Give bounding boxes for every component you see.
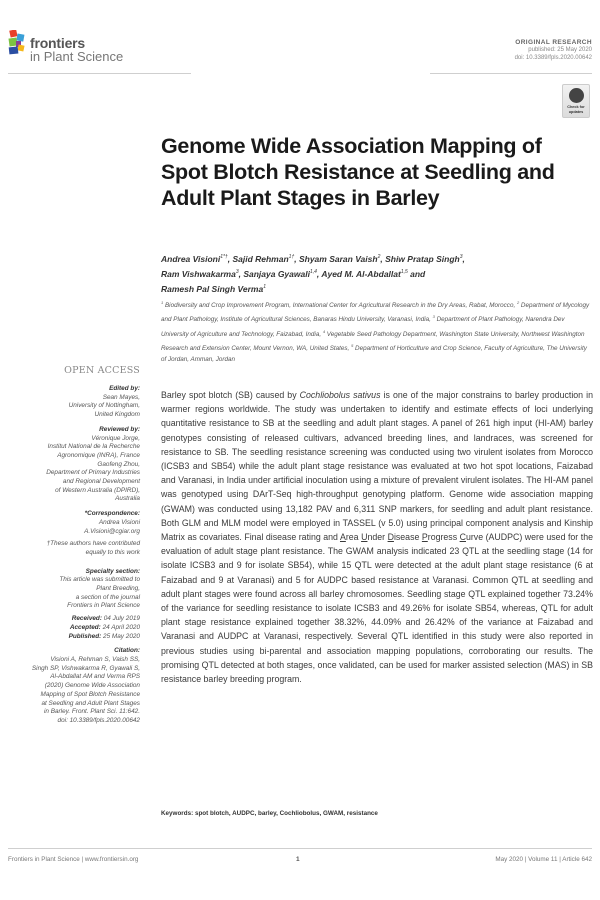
keywords: Keywords: spot blotch, AUDPC, barley, Cochliobolus, GWAM, resistance [161,810,378,817]
affiliation-text: Department of Plant Pathology, Narendra Dev University of Agriculture and Technology, Faizabad, India, [161,316,565,338]
affiliation-number: 5 [351,342,354,348]
sidebar-line: Institut National de la Recherche [47,443,140,451]
author-affiliation-marker: 3 [235,268,239,275]
abstract-text-2: is one of the major constrains to barley production in warmer regions worldwide. The study was undertaken to identify and estimate effects of loci underlying quantitative resistance to SB at the seedling and adult plant stages. A panel of 261 high input (HI-AM) barley genotypes consisting of released cultivars, advanced breeding lines, and landraces, was screened for resistance to SB. The seedling resistance screening was conducted using two virulent isolates from Morocco (ICSB3 and SB54) while the adult plant stage resistance was evaluated at two hot spot locations, Faizabad and Varanasi, in India under artificial inoculation using a mixture of prevalent virulent isolates. The HI-AM panel was genotyped using DArT-Seq high-throughput genotyping platform. Genome wide association mapping (GWAM) was conducted using 13,182 PAV and 6,311 SNP markers, for seedling and adult plant resistance. Both GLM and MLM model were employed in TASSEL (v 5.0) using principal component analysis and Kinship Matrix as covariates. Final disease rating and [161,390,593,543]
abstract-word: urve [465,532,484,543]
abstract [161,388,593,686]
reviewer-info [6,435,140,505]
specialty-section-label: Specialty section: [85,567,140,575]
acronym-letter: C [459,532,466,543]
author-name[interactable]: Shiw Pratap Singh [385,253,460,264]
sidebar-line: a section of the journal [75,593,140,601]
affiliation-number: 4 [322,328,326,334]
author-list: Andrea Visioni$^{1*\dagger}$, Sajid Rehman$^{1\dagger}$, Shyam Saran Vaish$^2$, Shiw Pratap Singh$^3$, Ram Vishwakarma$^3$, Sanjaya Gyawali$^{1,4}$, Ayed M. Al-Abdallat$^{1,5}$ and Ramesh Pal Singh Verma$^1$ [161,253,465,294]
correspondence-label: *Correspondence: [84,510,140,518]
published-date-sidebar [6,633,140,642]
sidebar-line: †These authors have contributed [46,540,140,548]
sidebar-line: Al-Abdallat AM and Verma RPS [50,673,140,681]
sidebar-line: United Kingdom [94,411,140,419]
acronym-letter: P [421,532,428,543]
accepted-value: 24 April 2020 [100,623,140,631]
author-name[interactable]: Sanjaya Gyawali [243,268,310,279]
sidebar-line: equally to this work [85,548,140,556]
article-title: Genome Wide Association Mapping of Spot Blotch Resistance at Seedling and Adult Plant Stages in Barley [161,134,555,210]
specialty-section-info [6,576,140,611]
sidebar-line: Frontiers in Plant Science [67,602,140,610]
sidebar-line: and Regional Development [62,478,140,486]
affiliation-number: 2 [516,300,520,305]
sidebar-line: Department of Primary Industries [46,469,140,477]
sidebar-line: Australia [115,495,140,503]
abstract-word: isease [393,532,422,543]
equal-contribution-note [6,540,140,557]
logo-square-navy [9,46,19,54]
accepted-label: Accepted: [69,623,101,631]
abstract-word: rogress [427,532,460,543]
footer-issue-info: May 2020 | Volume 11 | Article 642 [495,856,592,863]
received-label: Received: [71,615,102,623]
check-updates-label: Check for updates [567,105,585,114]
footer-divider [8,848,592,849]
affiliation-text: Vegetable Seed Pathology Department, Washington State University, Northwest Washington Research and Extension Center, Mount Vernon, WA, United States, [161,330,585,352]
header-divider-left [8,73,191,74]
footer-journal-link[interactable]: Frontiers in Plant Science | www.frontiersin.org [8,856,139,863]
sidebar-line: (2020) Genome Wide Association [44,682,140,690]
author-affiliation-marker: 1,4 [309,268,317,275]
acronym-letter: A [339,532,346,543]
author-name[interactable]: Sajid Rehman [232,253,289,264]
author-affiliation-marker: 1† [288,254,295,260]
sidebar-line: Plant Breeding, [96,585,140,593]
accepted-date [6,624,140,633]
journal-logo[interactable] [8,30,188,66]
sidebar-line: Andrea Visioni [98,518,140,526]
abstract-word: nder [367,532,388,543]
article-type: ORIGINAL RESEARCH [515,39,592,46]
citation-text [6,656,140,726]
header-divider-right [430,73,592,74]
affiliation-text: Biodiversity and Crop Improvement Program, International Center for Agricultural Research in the Dry Areas, Rabat, Morocco, [163,302,517,310]
sidebar-line: Singh SP, Vishwakarma R, Gyawali S, [31,664,140,672]
affiliation-text: Department of Mycology and Plant Pathology, Institute of Agricultural Sciences, Banaras Hindu University, Varanasi, India, [161,302,590,324]
page-number: 1 [296,856,300,863]
received-date [6,615,140,624]
sidebar-line: A.Visioni@cgiar.org [84,527,140,535]
sidebar-line: This article was submitted to [59,576,140,584]
sidebar-line: University of Nottingham, [68,402,140,410]
author-affiliation-marker: 1*† [220,254,228,260]
check-for-updates-button[interactable] [562,84,590,118]
acronym-letter: D [387,532,394,543]
author-name[interactable]: Shyam Saran Vaish [298,253,378,264]
author-name[interactable]: Ramesh Pal Singh Verma [161,283,264,294]
editor-info [6,394,140,420]
author-affiliation-marker: 1 [263,283,266,290]
author-name[interactable]: Andrea Visioni [161,253,221,264]
acronym-letter: U [361,532,368,543]
published-value: 25 May 2020 [101,632,140,640]
affiliation-text: Department of Horticulture and Crop Science, Faculty of Agriculture, The University of Jordan, Amman, Jordan [161,344,587,364]
sidebar-line: in Barley. Front. Plant Sci. 11:642. [43,708,140,716]
sidebar-line: Gaofeng Zhou, [97,460,140,468]
open-access-label: OPEN ACCESS [64,365,140,376]
journal-name-line1: frontiers [30,35,85,51]
received-value: 04 July 2019 [101,615,140,623]
sidebar-line: of Western Australia (DPIRD), [55,486,140,494]
author-name[interactable]: Ram Vishwakarma [161,268,236,279]
affiliation-number: 1 [161,300,164,305]
published-label: Published: [68,632,102,640]
journal-name-line2: in Plant Science [30,49,124,64]
sidebar-line: Sean Mayes, [102,393,140,401]
sidebar-line: doi: 10.3389/fpls.2020.00642 [57,716,140,724]
published-date: published: 25 May 2020 [528,47,592,53]
reviewed-by-label: Reviewed by: [99,425,140,433]
sidebar-line: Mapping of Spot Blotch Resistance [40,690,140,698]
sidebar-line: Visioni A, Rehman S, Vaish SS, [50,655,140,663]
sidebar-line: Véronique Jorge, [91,434,140,442]
affiliation-number: 3 [432,314,435,320]
correspondence-info[interactable] [6,519,140,536]
logo-square-yellow [17,44,24,51]
check-updates-icon [569,88,584,103]
logo-square-blue [16,34,24,42]
sidebar-line: Agronomique (INRA), France [57,451,140,459]
article-sidebar [6,385,140,726]
edited-by-label: Edited by: [109,385,140,392]
author-affiliation-marker: 1,5 [400,268,408,275]
frontiers-logo-icon [8,30,28,56]
abstract-text-3: (AUDPC) were used for the evaluation of adult stage plant resistance. The GWAM analysis indicated 23 QTL at the seedling stage (14 for isolate ICSB3 and 9 for isolate SB54), while 15 QTL were detected at the adult plant stage resistance (6 at Faizabad and 9 at Varanasi) and 5 for AUDPC based resistance at Varanasi. Common QTL at seedling and adult plant stages were found across all barley chromosomes. Seedling stage QTL explained together 73.24% of the variance for seedling resistance to isolate ICSB3 and 49.26% for isolate SB54, whereas, QTL for adult plant stage resistance explained together 38.32%, 44.09% and 26.42% of the variance at Faizabad and Varanasi and AUDPC at Varanasi, respectively. Several QTL identified in this study were also reported in previous studies using bi-parental and association mapping populations, corroborating our results. The promising QTL detected at both stages, once validated, can be used for marker assisted selection (MAS) in SB resistance barley breeding program. [161,532,593,685]
affiliations [161,297,593,365]
abstract-word: rea [345,532,362,543]
logo-square-red [9,30,17,38]
doi-link[interactable]: doi: 10.3389/fpls.2020.00642 [514,55,592,61]
abstract-text-1: Barley spot blotch (SB) caused by [161,390,300,400]
species-name: Cochliobolus sativus [299,390,381,400]
author-name[interactable]: Ayed M. Al-Abdallat [321,268,401,279]
author-affiliation-marker: 2 [377,254,381,260]
citation-label: Citation: [114,647,140,655]
author-affiliation-marker: 3 [459,254,463,260]
sidebar-line: at Seedling and Adult Plant Stages [41,699,140,707]
